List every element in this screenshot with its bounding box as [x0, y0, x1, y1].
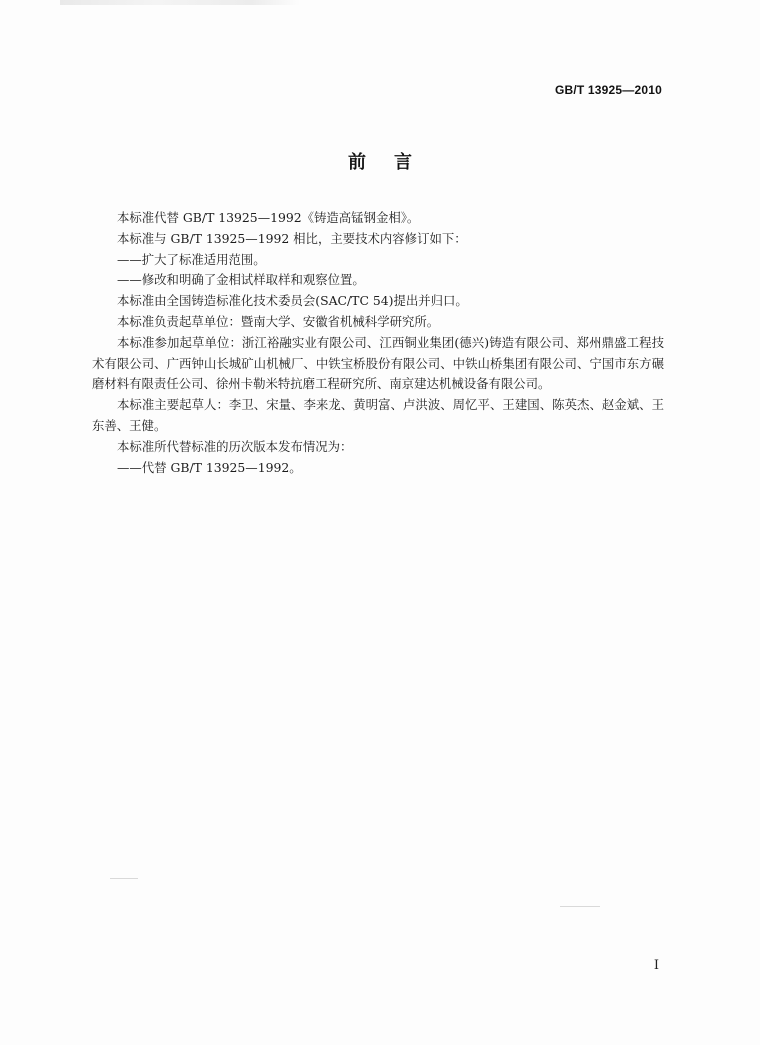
preface-body — [92, 208, 664, 478]
paragraph-participating-drafters: 本标准参加起草单位：浙江裕融实业有限公司、江西铜业集团(德兴)铸造有限公司、郑州鼎盛工程技术有限公司、广西钟山长城矿山机械厂、中铁宝桥股份有限公司、中铁山桥集团有限公司、宁国市东方碾磨材料有限责任公司、徐州卡勒米特抗磨工程研究所、南京建达机械设备有限公司。 — [92, 334, 664, 392]
paragraph-history-intro: 本标准所代替标准的历次版本发布情况为： — [117, 438, 353, 454]
page-number: I — [653, 958, 659, 973]
paragraph-change-sampling: ——修改和明确了金相试样取样和观察位置。 — [117, 272, 365, 288]
paragraph-responsible-drafters: 本标准负责起草单位：暨南大学、安徽省机械科学研究所。 — [117, 313, 440, 329]
standard-number: GB/T 13925—2010 — [554, 83, 662, 97]
scan-edge-artifact — [60, 0, 300, 5]
scan-speck — [110, 878, 138, 879]
paragraph-change-scope: ——扩大了标准适用范围。 — [117, 251, 266, 267]
scan-speck — [560, 906, 600, 907]
paragraph-main-drafters: 本标准主要起草人：李卫、宋量、李来龙、黄明富、卢洪波、周忆平、王建国、陈英杰、赵金斌、王东善、王健。 — [92, 397, 664, 433]
paragraph-replaces: 本标准代替 GB/T 13925—1992《铸造高锰钢金相》。 — [117, 210, 420, 225]
paragraph-changes-intro: 本标准与 GB/T 13925—1992 相比，主要技术内容修订如下： — [117, 230, 467, 246]
paragraph-history-item: ——代替 GB/T 13925—1992。 — [117, 459, 302, 475]
page-title: 前言 — [348, 152, 440, 173]
paragraph-proposed-by: 本标准由全国铸造标准化技术委员会(SAC/TC 54)提出并归口。 — [117, 293, 468, 309]
